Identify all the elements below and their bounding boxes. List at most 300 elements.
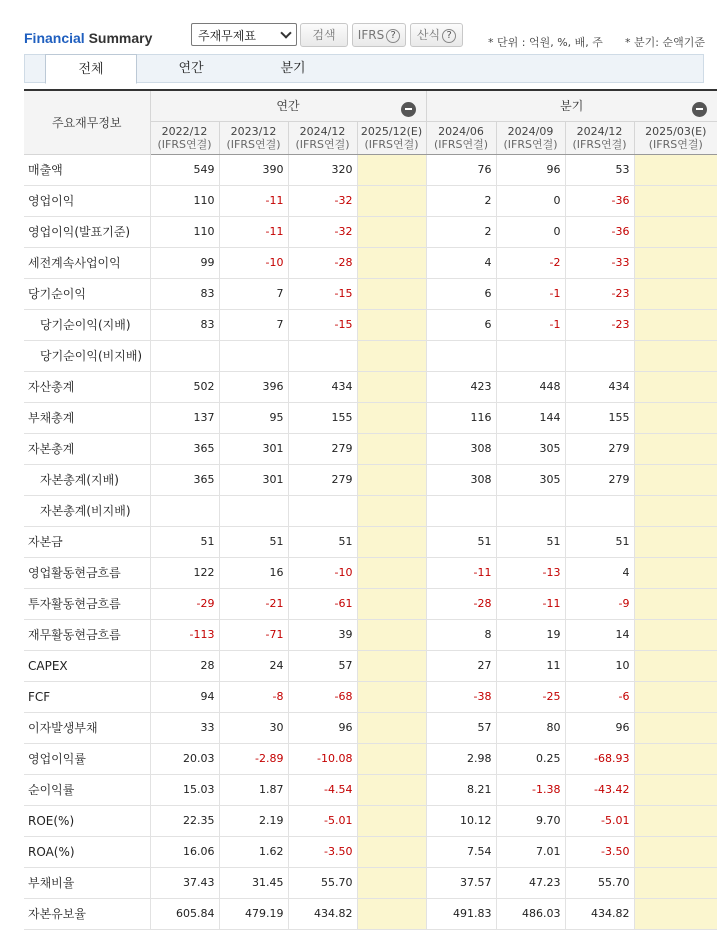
collapse-quarter-icon[interactable] — [692, 102, 707, 117]
table-cell — [357, 495, 426, 526]
table-cell — [634, 743, 717, 774]
table-cell — [634, 309, 717, 340]
table-cell: 28 — [150, 650, 219, 681]
period-basis: (IFRS연결) — [157, 137, 212, 151]
table-cell: 51 — [496, 526, 565, 557]
table-cell: -29 — [150, 588, 219, 619]
table-row — [24, 340, 717, 371]
table-cell — [357, 867, 426, 898]
table-cell: 96 — [565, 712, 634, 743]
table-cell: 9.70 — [496, 805, 565, 836]
table-cell — [357, 433, 426, 464]
table-cell: 51 — [219, 526, 288, 557]
period-basis: (IFRS연결) — [572, 137, 627, 151]
table-cell: 365 — [150, 433, 219, 464]
table-cell: -11 — [219, 185, 288, 216]
table-cell — [357, 712, 426, 743]
table-cell: 0 — [496, 185, 565, 216]
period-tabs — [24, 54, 704, 83]
table-cell: 55.70 — [288, 867, 357, 898]
statement-type-value: 주재무제표 — [198, 29, 256, 43]
table-cell: 279 — [288, 464, 357, 495]
table-cell: 2 — [426, 216, 496, 247]
table-row — [24, 681, 717, 712]
table-cell: -28 — [426, 588, 496, 619]
table-cell: 486.03 — [496, 898, 565, 929]
table-cell: 1.62 — [219, 836, 288, 867]
period-header — [150, 121, 219, 154]
table-cell — [357, 371, 426, 402]
table-cell: 365 — [150, 464, 219, 495]
table-cell: -33 — [565, 247, 634, 278]
row-label: 이자발생부채 — [24, 712, 150, 743]
row-label: 부채비율 — [24, 867, 150, 898]
period-label: 2024/12 — [299, 124, 346, 138]
table-cell: -4.54 — [288, 774, 357, 805]
table-cell: 1.87 — [219, 774, 288, 805]
table-cell — [634, 433, 717, 464]
table-cell — [219, 340, 288, 371]
table-cell — [634, 402, 717, 433]
table-cell: -36 — [565, 216, 634, 247]
table-row — [24, 495, 717, 526]
period-basis: (IFRS연결) — [295, 137, 350, 151]
table-cell: -10.08 — [288, 743, 357, 774]
table-cell: 15.03 — [150, 774, 219, 805]
annual-group-label: 연간 — [276, 99, 300, 114]
row-label: FCF — [24, 681, 150, 712]
table-cell — [357, 216, 426, 247]
table-cell: 10 — [565, 650, 634, 681]
row-label: 투자활동현금흐름 — [24, 588, 150, 619]
period-label: 2024/06 — [438, 124, 484, 138]
table-cell: -5.01 — [288, 805, 357, 836]
table-cell: -68.93 — [565, 743, 634, 774]
page-title — [24, 30, 152, 46]
table-cell — [357, 681, 426, 712]
row-label: 당기순이익(지배) — [24, 309, 150, 340]
table-cell: 305 — [496, 464, 565, 495]
table-row — [24, 898, 717, 929]
period-header — [357, 121, 426, 154]
table-cell: 308 — [426, 464, 496, 495]
table-cell: 549 — [150, 154, 219, 185]
period-header — [219, 121, 288, 154]
table-cell — [288, 340, 357, 371]
header — [0, 0, 717, 54]
period-label: 2024/09 — [507, 124, 554, 138]
row-label: 영업활동현금흐름 — [24, 557, 150, 588]
table-cell: 4 — [565, 557, 634, 588]
table-row — [24, 557, 717, 588]
table-cell — [426, 340, 496, 371]
table-cell: -1 — [496, 278, 565, 309]
row-label: 자본유보율 — [24, 898, 150, 929]
period-label: 2025/12(E) — [360, 124, 423, 138]
tab-quarterly[interactable]: 분기 — [280, 61, 306, 76]
table-row — [24, 588, 717, 619]
table-cell: 390 — [219, 154, 288, 185]
financial-summary-table — [24, 89, 717, 930]
table-row — [24, 247, 717, 278]
table-cell — [357, 247, 426, 278]
row-label: 자본총계(지배) — [24, 464, 150, 495]
table-row — [24, 309, 717, 340]
table-cell — [150, 495, 219, 526]
table-row — [24, 619, 717, 650]
table-cell: -10 — [219, 247, 288, 278]
table-cell: -1 — [496, 309, 565, 340]
table-cell — [634, 650, 717, 681]
table-cell: 99 — [150, 247, 219, 278]
table-cell — [357, 743, 426, 774]
row-label: 세전계속사업이익 — [24, 247, 150, 278]
table-cell: 279 — [288, 433, 357, 464]
table-cell: 76 — [426, 154, 496, 185]
table-cell: 51 — [288, 526, 357, 557]
table-cell: 19 — [496, 619, 565, 650]
row-label: 자산총계 — [24, 371, 150, 402]
period-header — [288, 121, 357, 154]
table-cell — [634, 867, 717, 898]
table-cell — [565, 495, 634, 526]
table-row — [24, 774, 717, 805]
table-cell — [357, 898, 426, 929]
table-cell: 137 — [150, 402, 219, 433]
table-row — [24, 867, 717, 898]
formula-button-label: 산식 — [416, 28, 441, 42]
table-row — [24, 526, 717, 557]
row-header: 주요재무정보 — [24, 90, 150, 154]
table-cell — [357, 650, 426, 681]
table-cell: -43.42 — [565, 774, 634, 805]
table-cell: -15 — [288, 309, 357, 340]
period-basis: (IFRS연결) — [364, 137, 419, 151]
table-cell: -13 — [496, 557, 565, 588]
collapse-annual-icon[interactable] — [401, 102, 416, 117]
unit-note: * 단위 : 억원, %, 배, 주 — [488, 36, 603, 49]
table-cell — [357, 278, 426, 309]
table-cell — [357, 154, 426, 185]
table-cell — [565, 340, 634, 371]
period-header — [496, 121, 565, 154]
row-label: ROA(%) — [24, 836, 150, 867]
table-cell: 96 — [288, 712, 357, 743]
table-cell — [357, 619, 426, 650]
period-basis: (IFRS연결) — [648, 137, 703, 151]
table-cell: 320 — [288, 154, 357, 185]
row-label: 순이익률 — [24, 774, 150, 805]
table-cell: 434.82 — [288, 898, 357, 929]
title-financial: Financial — [24, 30, 85, 46]
table-cell: 2.19 — [219, 805, 288, 836]
period-header — [426, 121, 496, 154]
period-basis: (IFRS연결) — [503, 137, 558, 151]
table-cell: -71 — [219, 619, 288, 650]
table-cell: 47.23 — [496, 867, 565, 898]
table-cell — [634, 154, 717, 185]
table-row — [24, 805, 717, 836]
table-cell: 116 — [426, 402, 496, 433]
table-cell — [357, 588, 426, 619]
table-row — [24, 216, 717, 247]
table-cell — [634, 526, 717, 557]
period-label: 2022/12 — [161, 124, 208, 138]
ifrs-button-label: IFRS — [357, 28, 385, 42]
search-button-label: 검색 — [312, 28, 336, 42]
table-cell: -1.38 — [496, 774, 565, 805]
row-label: 부채총계 — [24, 402, 150, 433]
table-cell — [357, 557, 426, 588]
period-label: 2024/12 — [576, 124, 623, 138]
row-label: 당기순이익(비지배) — [24, 340, 150, 371]
table-cell — [634, 247, 717, 278]
table-cell: -68 — [288, 681, 357, 712]
table-cell: 110 — [150, 216, 219, 247]
table-cell: 55.70 — [565, 867, 634, 898]
table-cell: 155 — [288, 402, 357, 433]
table-row — [24, 371, 717, 402]
period-basis: (IFRS연결) — [433, 137, 489, 151]
statement-type-select[interactable] — [191, 23, 297, 46]
table-cell — [496, 495, 565, 526]
period-label: 2025/03(E) — [645, 124, 707, 138]
table-cell — [357, 402, 426, 433]
tab-annual[interactable]: 연간 — [178, 61, 204, 76]
table-cell: -25 — [496, 681, 565, 712]
table-cell: 20.03 — [150, 743, 219, 774]
table-cell: -21 — [219, 588, 288, 619]
ifrs-help-button[interactable] — [352, 23, 406, 47]
row-label: ROE(%) — [24, 805, 150, 836]
table-cell: 37.57 — [426, 867, 496, 898]
table-cell: 83 — [150, 309, 219, 340]
table-row — [24, 650, 717, 681]
table-cell: 479.19 — [219, 898, 288, 929]
table-cell: -32 — [288, 185, 357, 216]
table-cell: -8 — [219, 681, 288, 712]
table-cell: 27 — [426, 650, 496, 681]
table-cell: 4 — [426, 247, 496, 278]
table-cell: 434.82 — [565, 898, 634, 929]
table-cell: 22.35 — [150, 805, 219, 836]
table-cell: 144 — [496, 402, 565, 433]
table-cell: 96 — [496, 154, 565, 185]
row-label: 자본금 — [24, 526, 150, 557]
table-cell: 0.25 — [496, 743, 565, 774]
table-cell — [219, 495, 288, 526]
table-cell: -6 — [565, 681, 634, 712]
table-cell: 57 — [426, 712, 496, 743]
table-cell — [634, 681, 717, 712]
quarter-basis-note: * 분기: 순액기준 — [625, 36, 705, 49]
table-cell: 16.06 — [150, 836, 219, 867]
table-cell: 279 — [565, 464, 634, 495]
table-cell — [634, 495, 717, 526]
table-cell: 53 — [565, 154, 634, 185]
table-cell: 51 — [426, 526, 496, 557]
table-cell: 122 — [150, 557, 219, 588]
table-cell: -2 — [496, 247, 565, 278]
row-label: 자본총계 — [24, 433, 150, 464]
table-cell: 2 — [426, 185, 496, 216]
table-row — [24, 402, 717, 433]
period-basis: (IFRS연결) — [226, 137, 281, 151]
row-label: 매출액 — [24, 154, 150, 185]
table-cell: -2.89 — [219, 743, 288, 774]
chevron-down-icon — [280, 27, 291, 38]
table-cell: 305 — [496, 433, 565, 464]
table-cell: 6 — [426, 278, 496, 309]
table-cell: -36 — [565, 185, 634, 216]
help-icon: ? — [386, 29, 400, 43]
period-header — [565, 121, 634, 154]
row-label: 자본총계(비지배) — [24, 495, 150, 526]
period-label: 2023/12 — [230, 124, 277, 138]
table-cell — [634, 619, 717, 650]
table-cell: -11 — [426, 557, 496, 588]
table-row — [24, 836, 717, 867]
table-row — [24, 433, 717, 464]
table-cell: 51 — [150, 526, 219, 557]
table-cell: 16 — [219, 557, 288, 588]
tab-all[interactable]: 전체 — [45, 54, 137, 84]
table-cell: 605.84 — [150, 898, 219, 929]
table-cell: 7.01 — [496, 836, 565, 867]
table-cell — [357, 526, 426, 557]
table-cell: 423 — [426, 371, 496, 402]
table-cell: 155 — [565, 402, 634, 433]
table-cell — [357, 774, 426, 805]
table-cell: 434 — [288, 371, 357, 402]
table-cell — [288, 495, 357, 526]
table-row — [24, 743, 717, 774]
table-row — [24, 278, 717, 309]
table-cell: -3.50 — [565, 836, 634, 867]
table-cell: 14 — [565, 619, 634, 650]
table-cell: 301 — [219, 464, 288, 495]
table-cell — [150, 340, 219, 371]
search-button[interactable] — [300, 23, 348, 47]
table-cell — [357, 464, 426, 495]
table-cell: 6 — [426, 309, 496, 340]
table-cell — [634, 557, 717, 588]
table-cell — [496, 340, 565, 371]
table-cell: -11 — [496, 588, 565, 619]
row-label: CAPEX — [24, 650, 150, 681]
table-row — [24, 464, 717, 495]
table-body — [24, 154, 717, 929]
table-cell: 80 — [496, 712, 565, 743]
table-cell: 7 — [219, 309, 288, 340]
table-cell: -113 — [150, 619, 219, 650]
table-cell — [634, 185, 717, 216]
table-cell — [634, 216, 717, 247]
table-cell: -5.01 — [565, 805, 634, 836]
table-cell — [634, 588, 717, 619]
table-cell: 94 — [150, 681, 219, 712]
table-cell — [426, 495, 496, 526]
table-cell — [634, 712, 717, 743]
table-cell: 434 — [565, 371, 634, 402]
row-label: 재무활동현금흐름 — [24, 619, 150, 650]
table-cell — [357, 185, 426, 216]
table-cell: 31.45 — [219, 867, 288, 898]
table-cell — [357, 340, 426, 371]
table-cell: 308 — [426, 433, 496, 464]
annual-group-header — [150, 90, 426, 121]
table-cell: 7 — [219, 278, 288, 309]
table-cell: 30 — [219, 712, 288, 743]
table-cell: -10 — [288, 557, 357, 588]
quarter-group-header — [426, 90, 717, 121]
table-cell: -15 — [288, 278, 357, 309]
table-cell: 7.54 — [426, 836, 496, 867]
table-cell: 39 — [288, 619, 357, 650]
table-cell: 8.21 — [426, 774, 496, 805]
table-cell — [634, 836, 717, 867]
table-row — [24, 154, 717, 185]
table-cell: 396 — [219, 371, 288, 402]
table-cell — [357, 805, 426, 836]
table-cell: -23 — [565, 278, 634, 309]
table-cell: 0 — [496, 216, 565, 247]
row-label: 영업이익 — [24, 185, 150, 216]
table-cell: 2.98 — [426, 743, 496, 774]
table-cell: 83 — [150, 278, 219, 309]
table-cell — [634, 371, 717, 402]
table-cell: 491.83 — [426, 898, 496, 929]
table-cell: -9 — [565, 588, 634, 619]
table-cell — [634, 340, 717, 371]
row-label: 영업이익률 — [24, 743, 150, 774]
table-row — [24, 712, 717, 743]
table-cell: 11 — [496, 650, 565, 681]
table-cell — [357, 836, 426, 867]
help-icon: ? — [442, 29, 456, 43]
row-label: 영업이익(발표기준) — [24, 216, 150, 247]
table-cell: 33 — [150, 712, 219, 743]
table-cell: 95 — [219, 402, 288, 433]
table-cell: 37.43 — [150, 867, 219, 898]
table-cell: -61 — [288, 588, 357, 619]
table-cell: 8 — [426, 619, 496, 650]
period-header — [634, 121, 717, 154]
table-cell: -11 — [219, 216, 288, 247]
table-cell: 448 — [496, 371, 565, 402]
table-cell — [357, 309, 426, 340]
table-cell: 110 — [150, 185, 219, 216]
table-cell: 51 — [565, 526, 634, 557]
table-cell — [634, 898, 717, 929]
table-cell — [634, 464, 717, 495]
table-cell: 502 — [150, 371, 219, 402]
table-cell: 301 — [219, 433, 288, 464]
table-row — [24, 185, 717, 216]
row-label: 당기순이익 — [24, 278, 150, 309]
quarter-group-label: 분기 — [560, 99, 584, 114]
table-cell — [634, 774, 717, 805]
table-cell: -28 — [288, 247, 357, 278]
table-cell: 10.12 — [426, 805, 496, 836]
formula-help-button[interactable] — [410, 23, 463, 47]
title-summary: Summary — [88, 30, 153, 46]
table-cell: -23 — [565, 309, 634, 340]
table-cell: 24 — [219, 650, 288, 681]
table-cell — [634, 278, 717, 309]
table-cell: -3.50 — [288, 836, 357, 867]
table-cell — [634, 805, 717, 836]
